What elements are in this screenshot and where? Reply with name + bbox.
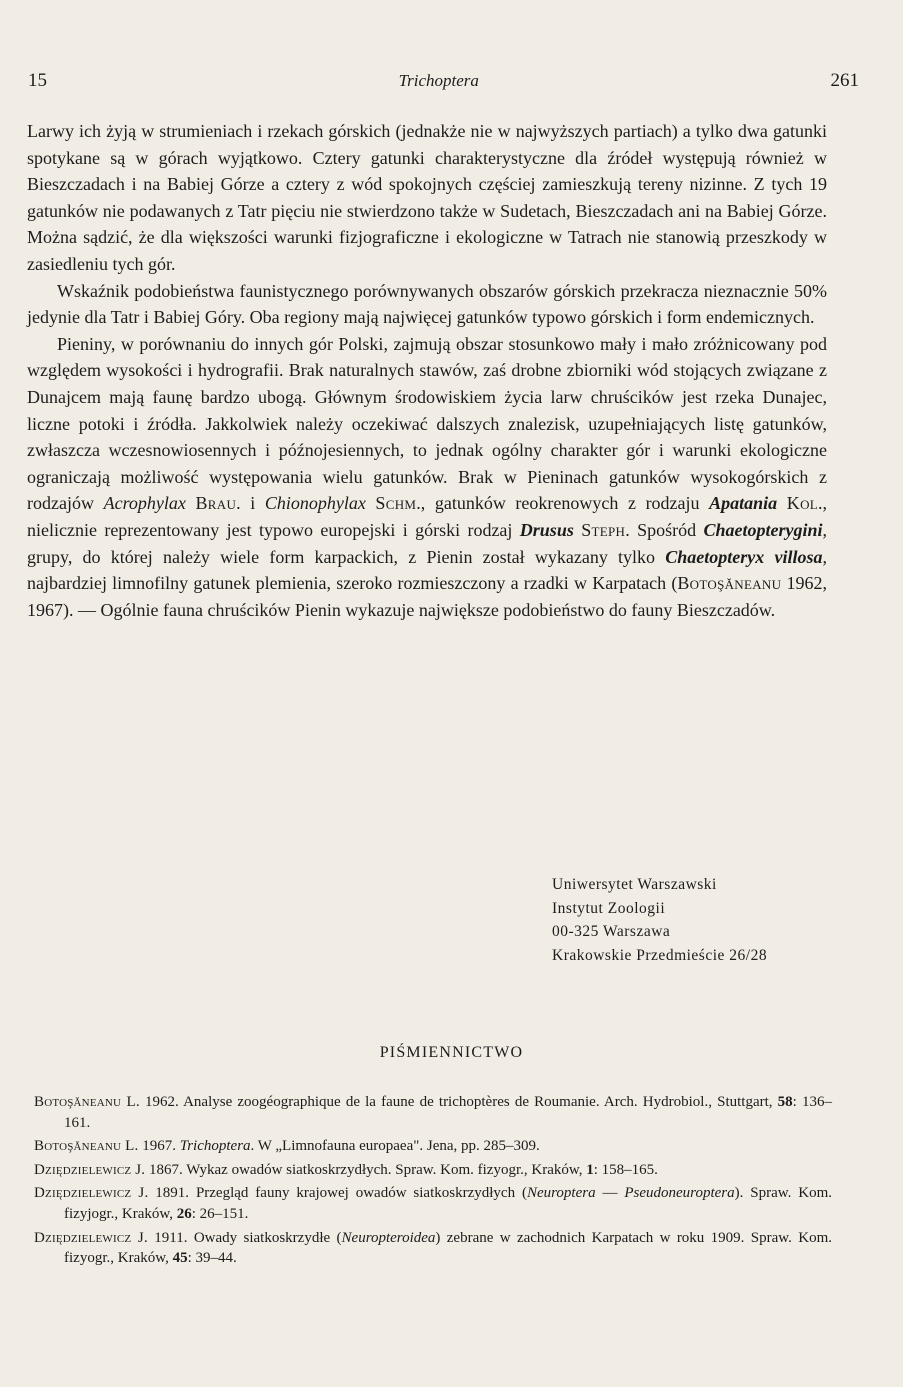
reference-pages: : 158–165. xyxy=(593,1161,658,1178)
reference-text: Analyse zoogéographique de la faune de trichoptères de Roumanie. Arch. Hydrobiol., Stuttgart, xyxy=(183,1094,773,1110)
references-heading: PIŚMIENNICTWO xyxy=(379,1044,524,1061)
text-run: ., gatunków reokrenowych z rodzaju xyxy=(416,493,700,514)
reference-author: Botoşăneanu L. xyxy=(34,1094,140,1110)
reference-author: Dziędzielewicz J. xyxy=(34,1161,146,1178)
body-text xyxy=(27,118,827,623)
reference-year: 1962. xyxy=(145,1094,179,1110)
text-run: Pieniny, w porównaniu do innych gór Polski, zajmują obszar stosunkowo mały i mało zróżnicowany pod względem wysokości i hydrografii. Brak naturalnych stawów, zaś drobne zbiorniki wód stojących związane z Dunajcem mają faunę bardzo ubogą. Głównym środowiskiem życia larw chruścików jest rzeka Dunajec, liczne potoki i źródła. Jakkolwiek należy oczekiwać dalszych znalezisk, uzupełniających listę gatunków, zwłaszcza wczesnowiosennych i późnojesiennych, to jednak ogólny charakter gór i warunki ekologiczne ograniczają możliwość występowania wielu gatunków. Brak w Pieninach gatunków wysokogórskich z rodzajów xyxy=(27,333,827,514)
reference-author: Dziędzielewicz J. xyxy=(34,1229,148,1246)
reference-pages: : 39–44. xyxy=(187,1250,237,1267)
reference-text: . W „Limnofauna europaea". Jena, pp. 285–309. xyxy=(250,1138,540,1155)
genus-name: Apatania xyxy=(709,493,778,514)
tribe-name: Chaetopterygini xyxy=(703,519,823,540)
address-line: Instytut Zoologii xyxy=(552,899,666,917)
taxon-author: Steph xyxy=(581,519,626,540)
text-run: , grupy, do której należy wiele form karpackich, z Pienin został wykazany tylko xyxy=(27,519,828,567)
reference-taxon-italic: Pseudoneuroptera xyxy=(624,1185,735,1202)
species-name: Chaetopteryx villosa xyxy=(665,546,823,567)
taxon-author: Kol xyxy=(786,493,818,514)
page-number-left: 15 xyxy=(28,70,47,91)
reference-year: 1891. xyxy=(155,1185,190,1202)
paragraph-1: Larwy ich żyją w strumieniach i rzekach górskich (jednakże nie w najwyższych partiach) a tylko dwa gatunki spotykane są w górach wyjątkowo. Cztery gatunki charakterystyczne dla źródeł występują również w Bieszczadach i na Babiej Górze a cztery z wód spokojnych częściej zamieszkują tereny nizinne. Z tych 19 gatunków nie podawanych z Tatr pięciu nie stwierdzono także w Sudetach, Bieszczadach ani na Babiej Górze. Można sądzić, że dla większości warunki fizjograficzne i ekologiczne w Tatrach nie stanowią przeszkody w zasiedleniu tych gór. xyxy=(27,121,827,274)
reference-text: ) zebrane w zachodnich Karpatach w roku 1909. Spraw. Kom. fizyogr., Kraków, xyxy=(64,1229,833,1267)
running-head xyxy=(28,70,859,92)
reference-item xyxy=(34,1228,832,1269)
cited-author: Botoşăneanu xyxy=(677,573,782,594)
text-run: . i xyxy=(236,493,256,514)
reference-taxon-italic: Neuropteroidea xyxy=(341,1229,436,1246)
genus-name: Chionophylax xyxy=(264,493,366,514)
reference-taxon-italic: Neuroptera xyxy=(526,1185,596,1202)
reference-volume: 58 xyxy=(777,1094,793,1110)
reference-pages: : 136–161. xyxy=(64,1094,832,1131)
text-run: . Spośród xyxy=(625,519,697,540)
text-run: 1962, 1967). — Ogólnie fauna chruścików Pienin wykazuje największe podobieństwo do fauny Bieszczadów. xyxy=(27,573,827,620)
reference-volume: 1 xyxy=(586,1161,594,1178)
reference-item xyxy=(34,1136,832,1157)
reference-list xyxy=(34,1092,832,1272)
text-run: ., nielicznie reprezentowany jest typowo europejski i górski rodzaj xyxy=(27,493,827,540)
reference-item xyxy=(34,1183,832,1224)
reference-text: ). Spraw. Kom. fizyjogr., Kraków, xyxy=(64,1185,833,1222)
taxon-author: Schm xyxy=(375,493,417,514)
author-address xyxy=(552,873,767,967)
reference-text: — xyxy=(595,1185,618,1202)
reference-text: Wykaz owadów siatkoskrzydłych. Spraw. Kom. fizyogr., Kraków, xyxy=(186,1161,583,1178)
reference-title-italic: Trichoptera xyxy=(179,1138,251,1155)
reference-text: Przegląd fauny krajowej owadów siatkoskrzydłych ( xyxy=(195,1185,527,1202)
reference-author: Botoşăneanu L. xyxy=(34,1138,139,1155)
taxon-author: Brau xyxy=(195,493,237,514)
running-title: Trichoptera xyxy=(398,71,479,90)
reference-year: 1967. xyxy=(142,1138,176,1155)
reference-volume: 45 xyxy=(172,1250,188,1267)
reference-author: Dziędzielewicz J. xyxy=(34,1185,149,1202)
address-line: 00-325 Warszawa xyxy=(552,923,671,940)
reference-item xyxy=(34,1160,832,1181)
paragraph-2: Wskaźnik podobieństwa faunistycznego porównywanych obszarów górskich przekracza nieznacznie 50% jedynie dla Tatr i Babiej Góry. Oba regiony mają najwięcej gatunków typowo górskich i form endemicznych. xyxy=(27,280,827,328)
reference-item xyxy=(34,1092,832,1133)
reference-volume: 26 xyxy=(176,1205,192,1222)
address-line: Krakowskie Przedmieście 26/28 xyxy=(552,946,768,964)
paragraph-3 xyxy=(27,331,827,624)
genus-name: Drusus xyxy=(519,519,574,540)
text-run: , najbardziej limnofilny gatunek plemienia, szeroko rozmieszczony a rzadki w Karpatach ( xyxy=(27,546,827,594)
reference-year: 1867. xyxy=(149,1161,183,1178)
genus-name: Acrophylax xyxy=(103,493,186,514)
reference-pages: : 26–151. xyxy=(191,1205,249,1222)
reference-text: Owady siatkoskrzydłe ( xyxy=(193,1229,342,1246)
address-line: Uniwersytet Warszawski xyxy=(552,876,717,893)
reference-year: 1911. xyxy=(154,1229,188,1246)
page-number-right: 261 xyxy=(830,70,859,91)
